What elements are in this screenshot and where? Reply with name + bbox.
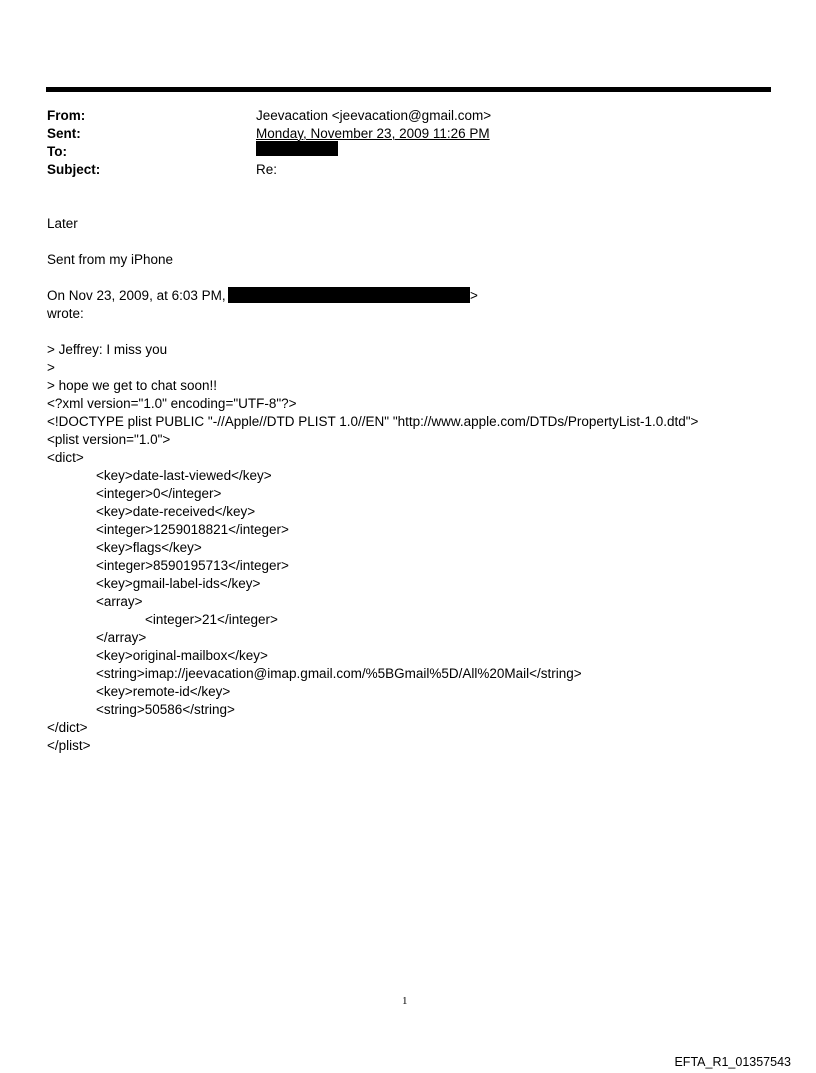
plist-line: <?xml version="1.0" encoding="UTF-8"?> — [47, 396, 297, 411]
plist-line: <plist version="1.0"> — [47, 432, 171, 447]
plist-line: <key>date-last-viewed</key> — [96, 468, 272, 483]
quoted-line: > — [47, 360, 55, 375]
plist-line: </array> — [96, 630, 147, 645]
plist-line: </dict> — [47, 720, 88, 735]
quote-intro-end: > — [470, 288, 478, 303]
quoted-line: > hope we get to chat soon!! — [47, 378, 217, 393]
to-label: To: — [47, 144, 67, 159]
quote-intro: On Nov 23, 2009, at 6:03 PM, — [47, 288, 226, 303]
subject-value: Re: — [256, 162, 278, 177]
plist-line: </plist> — [47, 738, 91, 753]
document-id: EFTA_R1_01357543 — [674, 1055, 791, 1069]
plist-line: <array> — [96, 594, 143, 609]
signature-text: Sent from my iPhone — [47, 252, 174, 267]
plist-line: <key>original-mailbox</key> — [96, 648, 268, 663]
plist-line: <key>flags</key> — [96, 540, 202, 555]
plist-line: <integer>1259018821</integer> — [96, 522, 289, 537]
subject-label: Subject: — [47, 162, 101, 177]
quoted-line: > Jeffrey: I miss you — [47, 342, 168, 357]
plist-line: <string>50586</string> — [96, 702, 235, 717]
header-rule — [46, 87, 771, 92]
plist-line: <string>imap://jeevacation@imap.gmail.com/%5BGmail%5D/All%20Mail</string> — [96, 666, 582, 681]
sender-redaction — [228, 287, 470, 303]
plist-line: <integer>0</integer> — [96, 486, 222, 501]
plist-line: <key>remote-id</key> — [96, 684, 231, 699]
plist-line: <integer>8590195713</integer> — [96, 558, 289, 573]
sent-label: Sent: — [47, 126, 81, 141]
page-number: 1 — [402, 995, 408, 1007]
body-text: Later — [47, 216, 78, 231]
to-redaction — [256, 141, 338, 156]
sent-value: Monday, November 23, 2009 11:26 PM — [256, 126, 490, 141]
plist-line: <dict> — [47, 450, 84, 465]
from-label: From: — [47, 108, 86, 123]
plist-line: <integer>21</integer> — [145, 612, 278, 627]
plist-line: <!DOCTYPE plist PUBLIC "-//Apple//DTD PLIST 1.0//EN" "http://www.apple.com/DTDs/PropertyList-1.0.dtd"> — [47, 414, 699, 429]
plist-line: <key>date-received</key> — [96, 504, 256, 519]
quote-wrote: wrote: — [47, 306, 84, 321]
from-value: Jeevacation <jeevacation@gmail.com> — [256, 108, 492, 123]
plist-line: <key>gmail-label-ids</key> — [96, 576, 261, 591]
